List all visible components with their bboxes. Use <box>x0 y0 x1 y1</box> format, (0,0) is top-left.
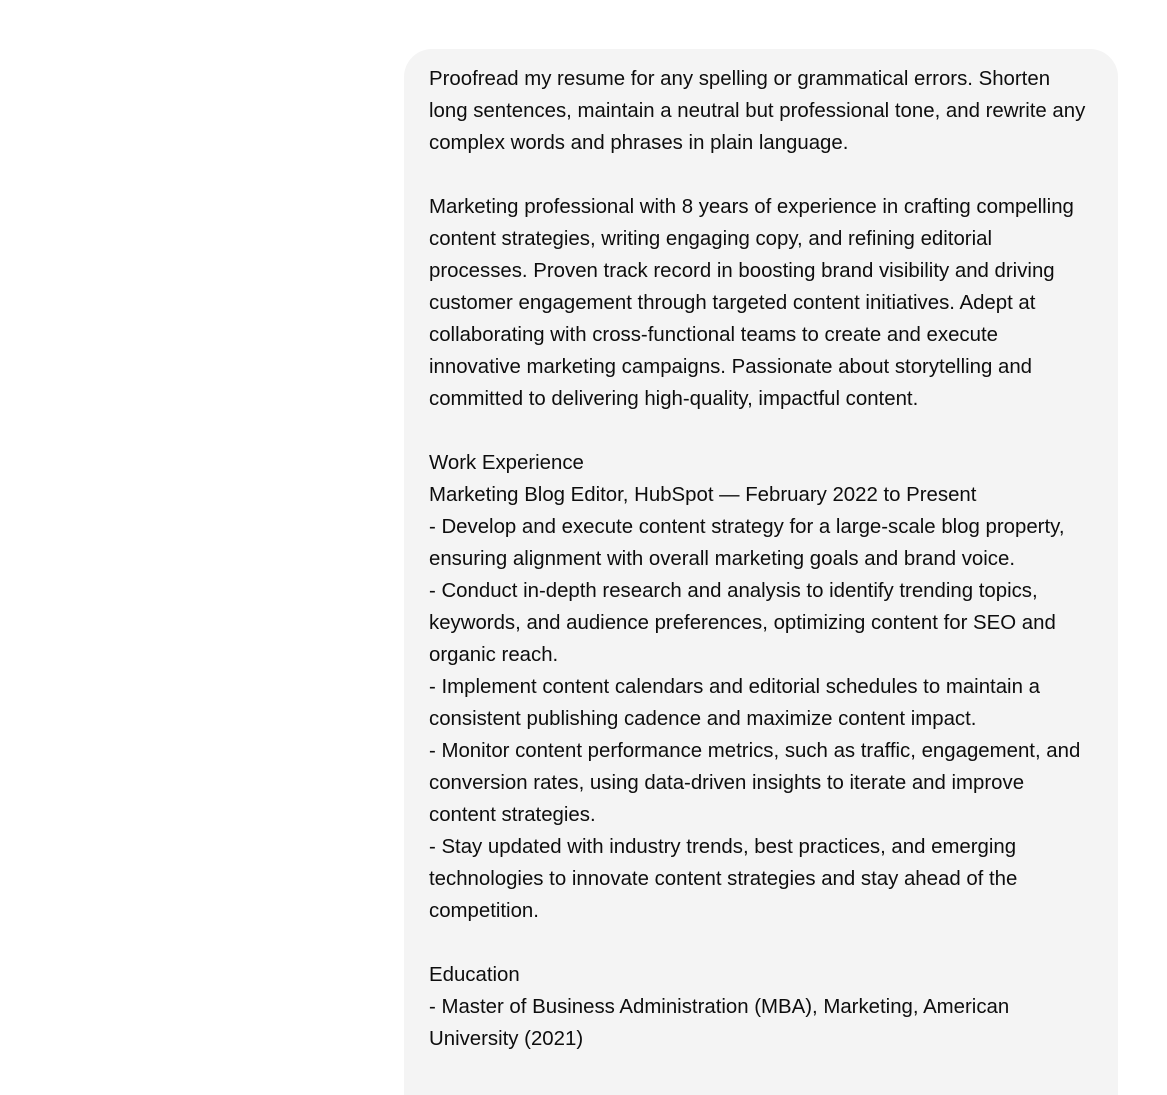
education-heading: Education <box>429 964 520 986</box>
resume-summary: Marketing professional with 8 years of experience in crafting compelling content strategies, writing engaging copy, and refining editorial processes. Proven track record in boosting brand visibility and driving customer engagement through targeted content initiatives. Adept at collaborating with cross-functional teams to create and execute innovative marketing campaigns. Passionate about storytelling and committed to delivering high-quality, impactful content. <box>429 196 1074 410</box>
paragraph-gap <box>429 927 1092 959</box>
work-experience-heading: Work Experience <box>429 452 584 474</box>
paragraph-gap <box>429 415 1092 447</box>
job-title: Marketing Blog Editor, HubSpot — February 2022 to Present <box>429 484 977 506</box>
user-message-bubble <box>404 49 1118 1095</box>
message-intro: Proofread my resume for any spelling or grammatical errors. Shorten long sentences, maintain a neutral but professional tone, and rewrite any complex words and phrases in plain language. <box>429 68 1086 154</box>
paragraph-gap <box>429 159 1092 191</box>
job-bullet: - Conduct in-depth research and analysis to identify trending topics, keywords, and audience preferences, optimizing content for SEO and organic reach. <box>429 580 1056 666</box>
job-bullet: - Stay updated with industry trends, best practices, and emerging technologies to innovate content strategies and stay ahead of the competition. <box>429 836 1018 922</box>
job-bullet: - Monitor content performance metrics, such as traffic, engagement, and conversion rates, using data-driven insights to iterate and improve content strategies. <box>429 740 1081 826</box>
job-bullet: - Develop and execute content strategy for a large-scale blog property, ensuring alignment with overall marketing goals and brand voice. <box>429 516 1065 570</box>
education-item: - Master of Business Administration (MBA), Marketing, American University (2021) <box>429 996 1010 1050</box>
job-bullet: - Implement content calendars and editorial schedules to maintain a consistent publishing cadence and maximize content impact. <box>429 676 1040 730</box>
